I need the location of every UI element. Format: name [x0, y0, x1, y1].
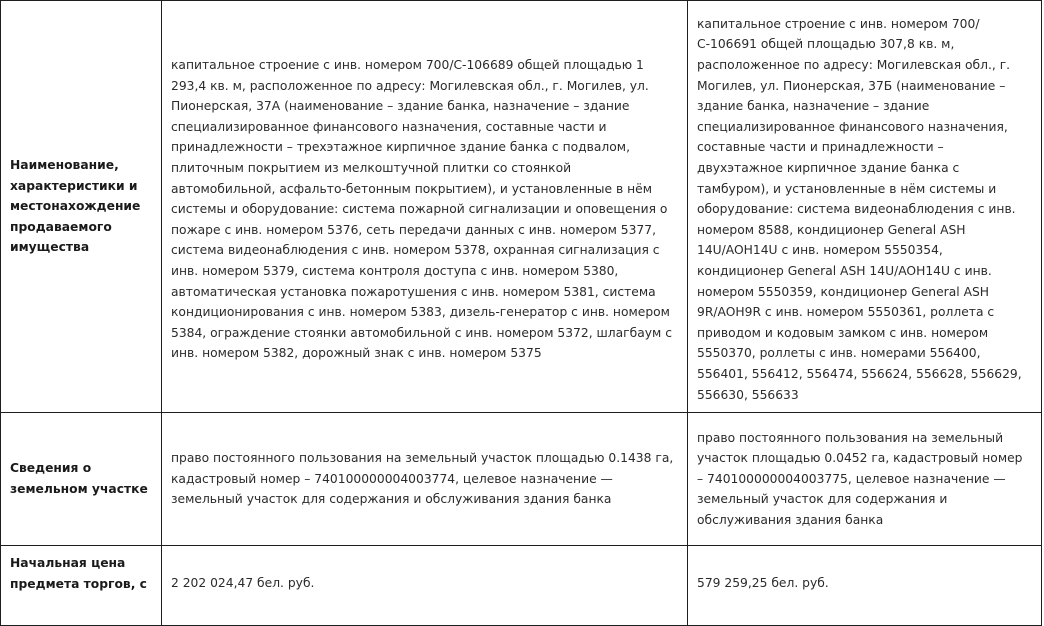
lot1-start-price: 2 202 024,47 бел. руб.	[162, 546, 688, 626]
lot2-land-info: право постоянного пользования на земельный участок площадью 0.0452 га, кадастровый номер – 740100000004003775, целевое назначение — земельный участок для содержания и обслуживания здания банка	[688, 413, 1042, 546]
table-row	[1, 413, 1042, 546]
row-label-price: Начальная цена предмета торгов, с	[1, 546, 162, 626]
lot1-property-description: капитальное строение с инв. номером 700/С-106689 общей площадью 1 293,4 кв. м, расположенное по адресу: Могилевская обл., г. Могилев, ул. Пионерская, 37А (наименование – здание банка, назначение – здание специализированное финансового назначения, составные части и принадлежности – трехэтажное кирпичное здание банка с подвалом, плиточным покрытием из мелкоштучной плитки со стоянкой автомобильной, асфальто-бетонным покрытием), и установленные в нём системы и оборудование: система пожарной сигнализации и оповещения о пожаре с инв. номером 5376, сеть передачи данных с инв. номером 5377, система видеонаблюдения с инв. номером 5378, охранная сигнализация с инв. номером 5379, система контроля доступа с инв. номером 5380, автоматическая установка пожаротушения с инв. номером 5381, система кондиционирования с инв. номером 5383, дизель-генератор с инв. номером 5384, ограждение стоянки автомобильной с инв. номером 5372, шлагбаум с инв. номером 5382, дорожный знак с инв. номером 5375	[162, 1, 688, 413]
row-label-land: Сведения о земельном участке	[1, 413, 162, 546]
row-label-property: Наименование, характеристики и местонахождение продаваемого имущества	[1, 1, 162, 413]
lot2-start-price: 579 259,25 бел. руб.	[688, 546, 1042, 626]
table-row	[1, 546, 1042, 626]
lot2-property-description: капитальное строение с инв. номером 700/С-106691 общей площадью 307,8 кв. м, расположенное по адресу: Могилевская обл., г. Могилев, ул. Пионерская, 37Б (наименование – здание банка, назначение – здание специализированное финансового назначения, составные части и принадлежности – двухэтажное кирпичное здание банка с тамбуром), и установленные в нём системы и оборудование: система видеонаблюдения с инв. номером 8588, кондиционер General ASH 14U/AOH14U с инв. номером 5550354, кондиционер General ASH 14U/AOH14U с инв. номером 5550359, кондиционер General ASH 9R/AOH9R с инв. номером 5550361, роллета с приводом и кодовым замком с инв. номером 5550370, роллеты с инв. номерами 556400, 556401, 556412, 556474, 556624, 556628, 556629, 556630, 556633	[688, 1, 1042, 413]
table-row	[1, 1, 1042, 413]
lot1-land-info: право постоянного пользования на земельный участок площадью 0.1438 га, кадастровый номер – 740100000004003774, целевое назначение — земельный участок для содержания и обслуживания здания банка	[162, 413, 688, 546]
